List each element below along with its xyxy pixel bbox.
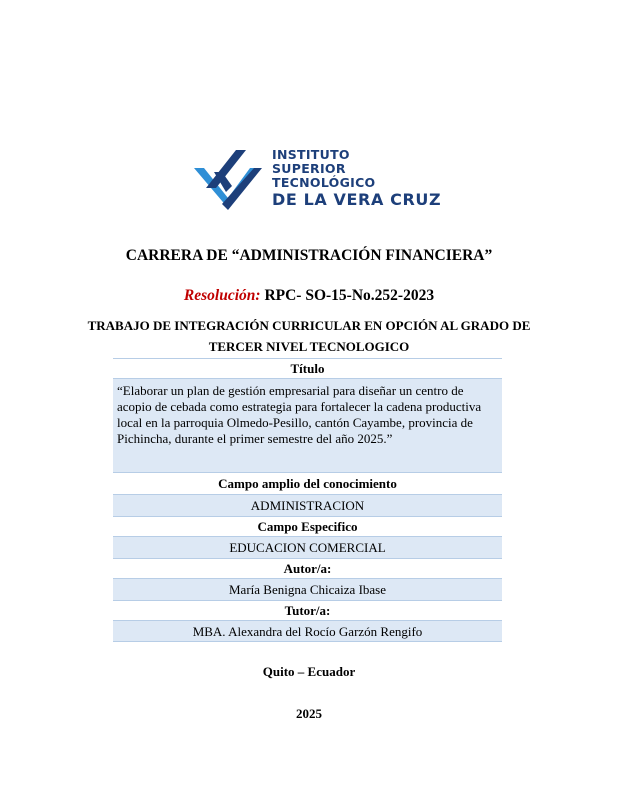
logo-line-3: TECNOLÓGICO xyxy=(272,175,376,190)
author-value: María Benigna Chicaiza Ibase xyxy=(113,578,502,600)
resolution-line xyxy=(0,287,618,305)
logo-line-4: DE LA VERA CRUZ xyxy=(272,190,442,209)
resolution-label-text: Resolución xyxy=(183,287,256,304)
work-type-line-2: TERCER NIVEL TECNOLOGICO xyxy=(208,339,410,354)
year: 2025 xyxy=(296,706,322,721)
specific-field-label: Campo Especifico xyxy=(113,516,502,536)
logo-text xyxy=(272,148,441,210)
title-value: “Elaborar un plan de gestión empresarial para diseñar un centro de acopio de cebada como estrategia para fortalecer la cadena productiva local en la parroquia Olmedo-Pesillo, cantón Cayambe, provincia de Pichincha, durante el primer semestre del año 2025.” xyxy=(113,378,502,472)
resolution-label xyxy=(184,287,261,304)
logo-line-1: INSTITUTO xyxy=(272,147,350,162)
vera-cruz-emblem-icon xyxy=(192,148,270,214)
info-table xyxy=(113,358,502,642)
specific-field-value: EDUCACION COMERCIAL xyxy=(113,536,502,558)
resolution-value: RPC- SO-15-No.252-2023 xyxy=(260,287,435,304)
institute-logo xyxy=(192,147,442,214)
tutor-value: MBA. Alexandra del Rocío Garzón Rengifo xyxy=(113,620,502,642)
broad-field-label: Campo amplio del conocimiento xyxy=(113,472,502,494)
career-heading: CARRERA DE “ADMINISTRACIÓN FINANCIERA” xyxy=(125,247,493,264)
tutor-label: Tutor/a: xyxy=(113,600,502,620)
author-label: Autor/a: xyxy=(113,558,502,578)
logo-line-2: SUPERIOR xyxy=(272,161,346,176)
work-type-line-1: TRABAJO DE INTEGRACIÓN CURRICULAR EN OPCIÓN AL GRADO DE xyxy=(87,318,531,333)
resolution-label-colon: : xyxy=(255,287,261,304)
broad-field-value: ADMINISTRACION xyxy=(113,494,502,516)
city-country: Quito – Ecuador xyxy=(262,664,356,679)
title-label: Título xyxy=(113,358,502,378)
